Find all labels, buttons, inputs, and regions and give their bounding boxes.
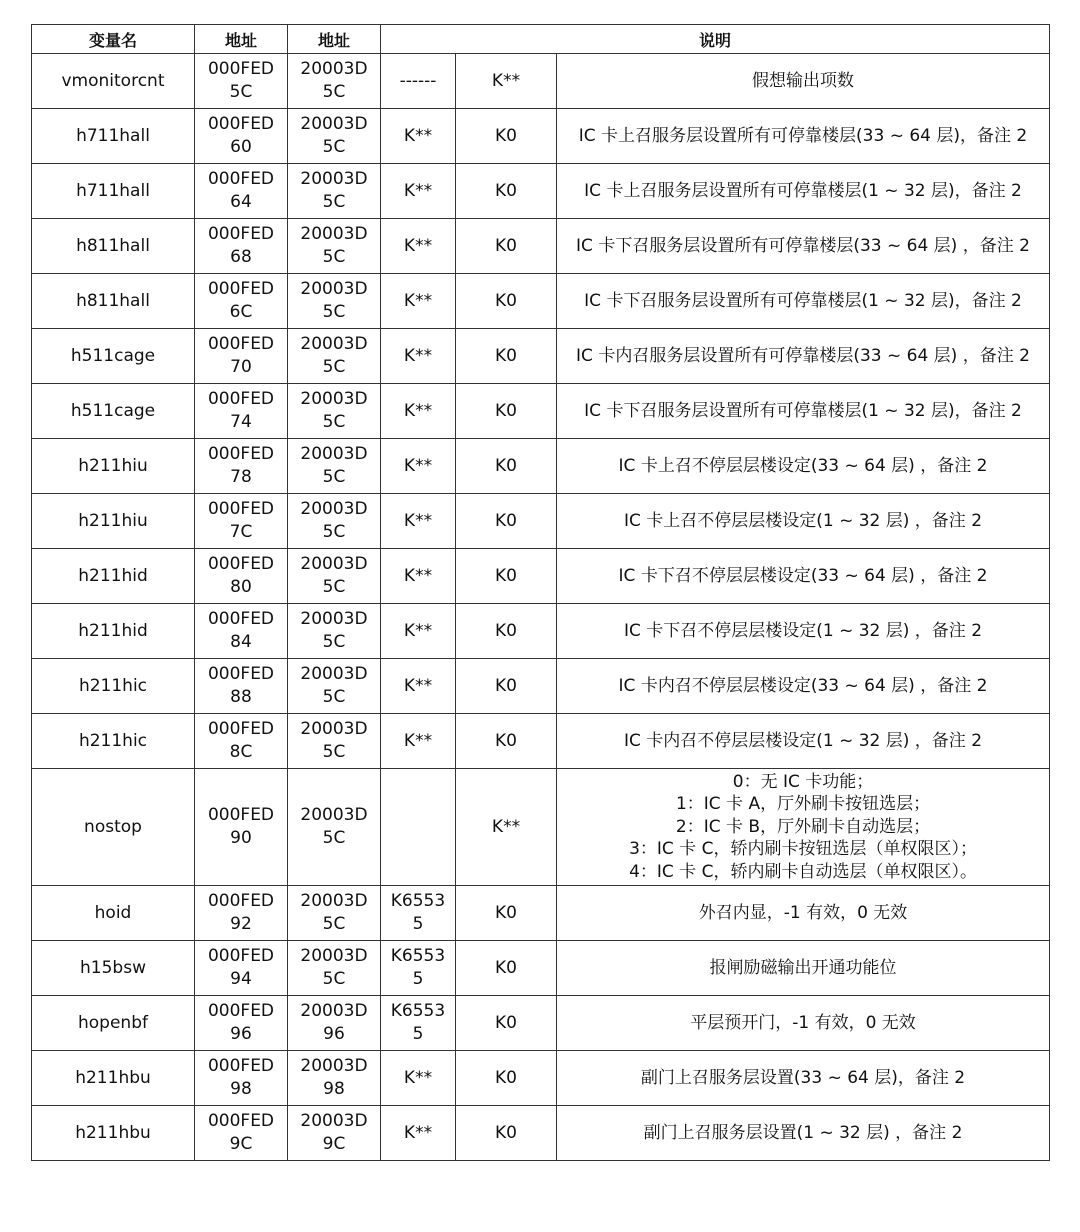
address-2-cell (288, 886, 381, 941)
description-line: IC 卡上召服务层设置所有可停靠楼层(33 ~ 64 层)，备注 2 (578, 125, 1028, 146)
address-1-part: 7C (229, 522, 253, 542)
range-cell (381, 769, 456, 886)
address-2-part: 5C (322, 247, 346, 267)
address-1-part: 60 (230, 137, 252, 157)
address-2-cell (288, 54, 381, 109)
address-2-part: 5C (322, 412, 346, 432)
range-cell: K** (381, 439, 456, 494)
address-2-cell (288, 494, 381, 549)
variable-name-cell: h811hall (32, 274, 195, 329)
address-1-part: 000FED (207, 169, 275, 189)
address-1-cell (195, 1106, 288, 1161)
header-address-2: 地址 (288, 25, 381, 54)
table-row (32, 54, 1050, 109)
address-2-part: 20003D (300, 279, 368, 299)
range-cell: K** (381, 329, 456, 384)
description-line: IC 卡下召不停层层楼设定(33 ~ 64 层) ，备注 2 (618, 565, 988, 586)
address-1-part: 6C (229, 302, 253, 322)
address-2-cell (288, 659, 381, 714)
description-cell (557, 1051, 1050, 1106)
table-row (32, 1051, 1050, 1106)
table-row (32, 329, 1050, 384)
default-value-cell: K0 (456, 714, 557, 769)
address-2-cell (288, 1051, 381, 1106)
address-2-cell (288, 1106, 381, 1161)
description-line: IC 卡内召服务层设置所有可停靠楼层(33 ~ 64 层) ，备注 2 (576, 345, 1030, 366)
address-2-part: 5C (322, 82, 346, 102)
description-cell (557, 164, 1050, 219)
description-line: IC 卡下召服务层设置所有可停靠楼层(1 ~ 32 层)，备注 2 (584, 400, 1022, 421)
table-row (32, 109, 1050, 164)
address-2-part: 20003D (300, 169, 368, 189)
address-1-part: 000FED (207, 805, 275, 825)
address-2-part: 5C (322, 522, 346, 542)
address-1-part: 74 (230, 412, 252, 432)
address-1-cell (195, 996, 288, 1051)
range-cell: K** (381, 659, 456, 714)
address-2-part: 20003D (300, 224, 368, 244)
address-1-part: 000FED (207, 499, 275, 519)
address-2-cell (288, 219, 381, 274)
address-2-cell (288, 164, 381, 219)
address-1-cell (195, 549, 288, 604)
address-2-part: 5C (322, 828, 346, 848)
address-1-part: 000FED (207, 1111, 275, 1131)
address-2-part: 20003D (300, 805, 368, 825)
default-value-cell: K0 (456, 329, 557, 384)
range-cell: K** (381, 714, 456, 769)
variable-name-cell: h211hiu (32, 494, 195, 549)
address-1-part: 000FED (207, 946, 275, 966)
variable-name-cell: h711hall (32, 164, 195, 219)
range-cell: K** (381, 1106, 456, 1161)
description-cell (557, 219, 1050, 274)
variable-name-cell: h211hbu (32, 1106, 195, 1161)
address-2-part: 5C (322, 137, 346, 157)
variable-name-cell: h511cage (32, 384, 195, 439)
address-2-part: 20003D (300, 891, 368, 911)
address-2-part: 20003D (300, 609, 368, 629)
default-value-cell: K0 (456, 886, 557, 941)
address-1-part: 80 (230, 577, 252, 597)
table-row (32, 996, 1050, 1051)
description-cell (557, 769, 1050, 886)
address-1-part: 000FED (207, 114, 275, 134)
description-cell (557, 274, 1050, 329)
default-value-cell: K0 (456, 109, 557, 164)
address-2-part: 20003D (300, 554, 368, 574)
address-2-part: 20003D (300, 114, 368, 134)
description-line: IC 卡下召服务层设置所有可停靠楼层(33 ~ 64 层) ，备注 2 (576, 235, 1030, 256)
address-2-part: 5C (322, 192, 346, 212)
address-1-cell (195, 769, 288, 886)
range-cell: K** (381, 384, 456, 439)
default-value-cell: K0 (456, 659, 557, 714)
address-2-part: 9C (322, 1134, 346, 1154)
table-row (32, 604, 1050, 659)
address-1-part: 98 (230, 1079, 252, 1099)
description-line: 外召内显，-1 有效，0 无效 (698, 902, 908, 923)
table-row (32, 659, 1050, 714)
description-line: IC 卡内召不停层层楼设定(1 ~ 32 层) ，备注 2 (623, 730, 983, 751)
variable-name-cell: h211hbu (32, 1051, 195, 1106)
range-cell: K6553 5 (381, 996, 456, 1051)
description-line: 副门上召服务层设置(33 ~ 64 层)，备注 2 (640, 1067, 966, 1088)
address-1-part: 92 (230, 914, 252, 934)
table-row (32, 1106, 1050, 1161)
address-1-part: 68 (230, 247, 252, 267)
address-2-part: 20003D (300, 389, 368, 409)
address-2-cell (288, 109, 381, 164)
description-cell (557, 329, 1050, 384)
address-1-cell (195, 164, 288, 219)
variable-name-cell: hopenbf (32, 996, 195, 1051)
address-2-cell (288, 274, 381, 329)
address-1-part: 5C (229, 82, 253, 102)
address-1-part: 000FED (207, 664, 275, 684)
default-value-cell: K** (456, 54, 557, 109)
variable-name-cell: h211hic (32, 659, 195, 714)
address-1-part: 000FED (207, 1001, 275, 1021)
address-2-part: 5C (322, 302, 346, 322)
address-2-cell (288, 329, 381, 384)
range-cell: K** (381, 549, 456, 604)
address-2-cell (288, 714, 381, 769)
address-1-part: 000FED (207, 279, 275, 299)
description-line: 副门上召服务层设置(1 ~ 32 层) ，备注 2 (643, 1122, 963, 1143)
address-2-cell (288, 604, 381, 659)
description-cell (557, 439, 1050, 494)
description-cell (557, 659, 1050, 714)
address-2-part: 5C (322, 632, 346, 652)
address-1-cell (195, 1051, 288, 1106)
address-1-cell (195, 659, 288, 714)
header-description: 说明 (381, 25, 1050, 54)
variable-name-cell: h211hiu (32, 439, 195, 494)
description-cell (557, 996, 1050, 1051)
description-line: 报闸励磁输出开通功能位 (709, 957, 897, 978)
description-cell (557, 886, 1050, 941)
address-1-part: 78 (230, 467, 252, 487)
address-1-cell (195, 941, 288, 996)
table-row (32, 274, 1050, 329)
address-2-part: 5C (322, 969, 346, 989)
description-cell (557, 494, 1050, 549)
default-value-cell: K0 (456, 439, 557, 494)
range-cell: K6553 5 (381, 886, 456, 941)
description-cell (557, 109, 1050, 164)
address-2-part: 20003D (300, 59, 368, 79)
address-1-part: 000FED (207, 59, 275, 79)
header-row (32, 25, 1050, 54)
header-address-1: 地址 (195, 25, 288, 54)
range-cell: K** (381, 604, 456, 659)
address-1-cell (195, 439, 288, 494)
address-1-cell (195, 54, 288, 109)
default-value-cell: K0 (456, 1106, 557, 1161)
table-row (32, 494, 1050, 549)
address-2-part: 20003D (300, 499, 368, 519)
address-2-part: 5C (322, 577, 346, 597)
address-1-part: 70 (230, 357, 252, 377)
address-1-part: 000FED (207, 554, 275, 574)
description-cell (557, 54, 1050, 109)
variable-name-cell: h511cage (32, 329, 195, 384)
range-cell: ------ (381, 54, 456, 109)
address-2-cell (288, 549, 381, 604)
range-cell: K** (381, 274, 456, 329)
default-value-cell: K0 (456, 164, 557, 219)
description-line: IC 卡上召不停层层楼设定(33 ~ 64 层) ，备注 2 (618, 455, 988, 476)
variable-name-cell: h211hic (32, 714, 195, 769)
default-value-cell: K** (456, 769, 557, 886)
default-value-cell: K0 (456, 549, 557, 604)
address-1-part: 000FED (207, 389, 275, 409)
address-2-part: 20003D (300, 1056, 368, 1076)
table-row (32, 941, 1050, 996)
table-row (32, 714, 1050, 769)
address-2-part: 20003D (300, 1001, 368, 1021)
address-1-cell (195, 886, 288, 941)
address-2-part: 5C (322, 467, 346, 487)
description-line: 假想输出项数 (752, 70, 854, 91)
address-1-cell (195, 329, 288, 384)
address-1-part: 88 (230, 687, 252, 707)
address-2-part: 20003D (300, 946, 368, 966)
range-cell: K** (381, 219, 456, 274)
description-cell (557, 941, 1050, 996)
range-cell: K** (381, 1051, 456, 1106)
address-1-cell (195, 219, 288, 274)
default-value-cell: K0 (456, 941, 557, 996)
address-2-cell (288, 941, 381, 996)
address-1-part: 000FED (207, 891, 275, 911)
variable-name-cell: h211hid (32, 604, 195, 659)
address-1-cell (195, 604, 288, 659)
description-line: 2：IC 卡 B，厅外刷卡自动选层； (675, 816, 931, 837)
description-line: IC 卡内召不停层层楼设定(33 ~ 64 层) ，备注 2 (618, 675, 988, 696)
address-2-part: 98 (323, 1079, 345, 1099)
address-2-part: 20003D (300, 664, 368, 684)
address-2-cell (288, 439, 381, 494)
description-line: IC 卡下召不停层层楼设定(1 ~ 32 层) ，备注 2 (623, 620, 983, 641)
default-value-cell: K0 (456, 996, 557, 1051)
address-1-part: 000FED (207, 224, 275, 244)
address-1-cell (195, 494, 288, 549)
address-1-part: 000FED (207, 609, 275, 629)
description-line: IC 卡上召服务层设置所有可停靠楼层(1 ~ 32 层)，备注 2 (584, 180, 1022, 201)
variable-name-cell: h211hid (32, 549, 195, 604)
address-2-part: 5C (322, 742, 346, 762)
range-cell: K6553 5 (381, 941, 456, 996)
address-1-part: 8C (229, 742, 253, 762)
description-cell (557, 1106, 1050, 1161)
address-1-part: 64 (230, 192, 252, 212)
address-1-part: 96 (230, 1024, 252, 1044)
range-cell: K** (381, 164, 456, 219)
default-value-cell: K0 (456, 604, 557, 659)
address-2-part: 5C (322, 357, 346, 377)
default-value-cell: K0 (456, 494, 557, 549)
variable-name-cell: h811hall (32, 219, 195, 274)
address-2-part: 20003D (300, 719, 368, 739)
default-value-cell: K0 (456, 274, 557, 329)
variable-table (31, 24, 1050, 1161)
variable-name-cell: nostop (32, 769, 195, 886)
address-2-cell (288, 769, 381, 886)
description-line: 0：无 IC 卡功能； (732, 771, 874, 792)
address-1-part: 90 (230, 828, 252, 848)
table-row (32, 886, 1050, 941)
default-value-cell: K0 (456, 219, 557, 274)
address-2-cell (288, 384, 381, 439)
address-1-cell (195, 384, 288, 439)
variable-name-cell: hoid (32, 886, 195, 941)
description-line: 3：IC 卡 C，轿内刷卡按钮选层（单权限区）； (629, 839, 977, 860)
address-1-cell (195, 274, 288, 329)
variable-name-cell: h711hall (32, 109, 195, 164)
header-variable-name: 变量名 (32, 25, 195, 54)
address-1-part: 84 (230, 632, 252, 652)
description-cell (557, 549, 1050, 604)
address-1-cell (195, 714, 288, 769)
default-value-cell: K0 (456, 1051, 557, 1106)
address-2-cell (288, 996, 381, 1051)
description-cell (557, 384, 1050, 439)
description-cell (557, 604, 1050, 659)
address-2-part: 20003D (300, 1111, 368, 1131)
range-cell: K** (381, 494, 456, 549)
address-1-part: 000FED (207, 444, 275, 464)
address-2-part: 20003D (300, 444, 368, 464)
address-2-part: 5C (322, 914, 346, 934)
address-2-part: 5C (322, 687, 346, 707)
table-row (32, 769, 1050, 886)
address-2-part: 20003D (300, 334, 368, 354)
default-value-cell: K0 (456, 384, 557, 439)
table-row (32, 384, 1050, 439)
description-line: IC 卡下召服务层设置所有可停靠楼层(1 ~ 32 层)，备注 2 (584, 290, 1022, 311)
address-1-part: 94 (230, 969, 252, 989)
variable-name-cell: vmonitorcnt (32, 54, 195, 109)
variable-name-cell: h15bsw (32, 941, 195, 996)
table-row (32, 164, 1050, 219)
description-cell (557, 714, 1050, 769)
address-1-part: 9C (229, 1134, 253, 1154)
table-row (32, 219, 1050, 274)
address-1-part: 000FED (207, 1056, 275, 1076)
address-2-part: 96 (323, 1024, 345, 1044)
description-line: 1：IC 卡 A，厅外刷卡按钮选层； (675, 794, 931, 815)
description-line: 4：IC 卡 C，轿内刷卡自动选层（单权限区）。 (629, 861, 977, 882)
description-line: IC 卡上召不停层层楼设定(1 ~ 32 层) ，备注 2 (623, 510, 983, 531)
address-1-part: 000FED (207, 334, 275, 354)
address-1-part: 000FED (207, 719, 275, 739)
table-row (32, 549, 1050, 604)
description-line: 平层预开门，-1 有效，0 无效 (690, 1012, 916, 1033)
range-cell: K** (381, 109, 456, 164)
address-1-cell (195, 109, 288, 164)
table-row (32, 439, 1050, 494)
